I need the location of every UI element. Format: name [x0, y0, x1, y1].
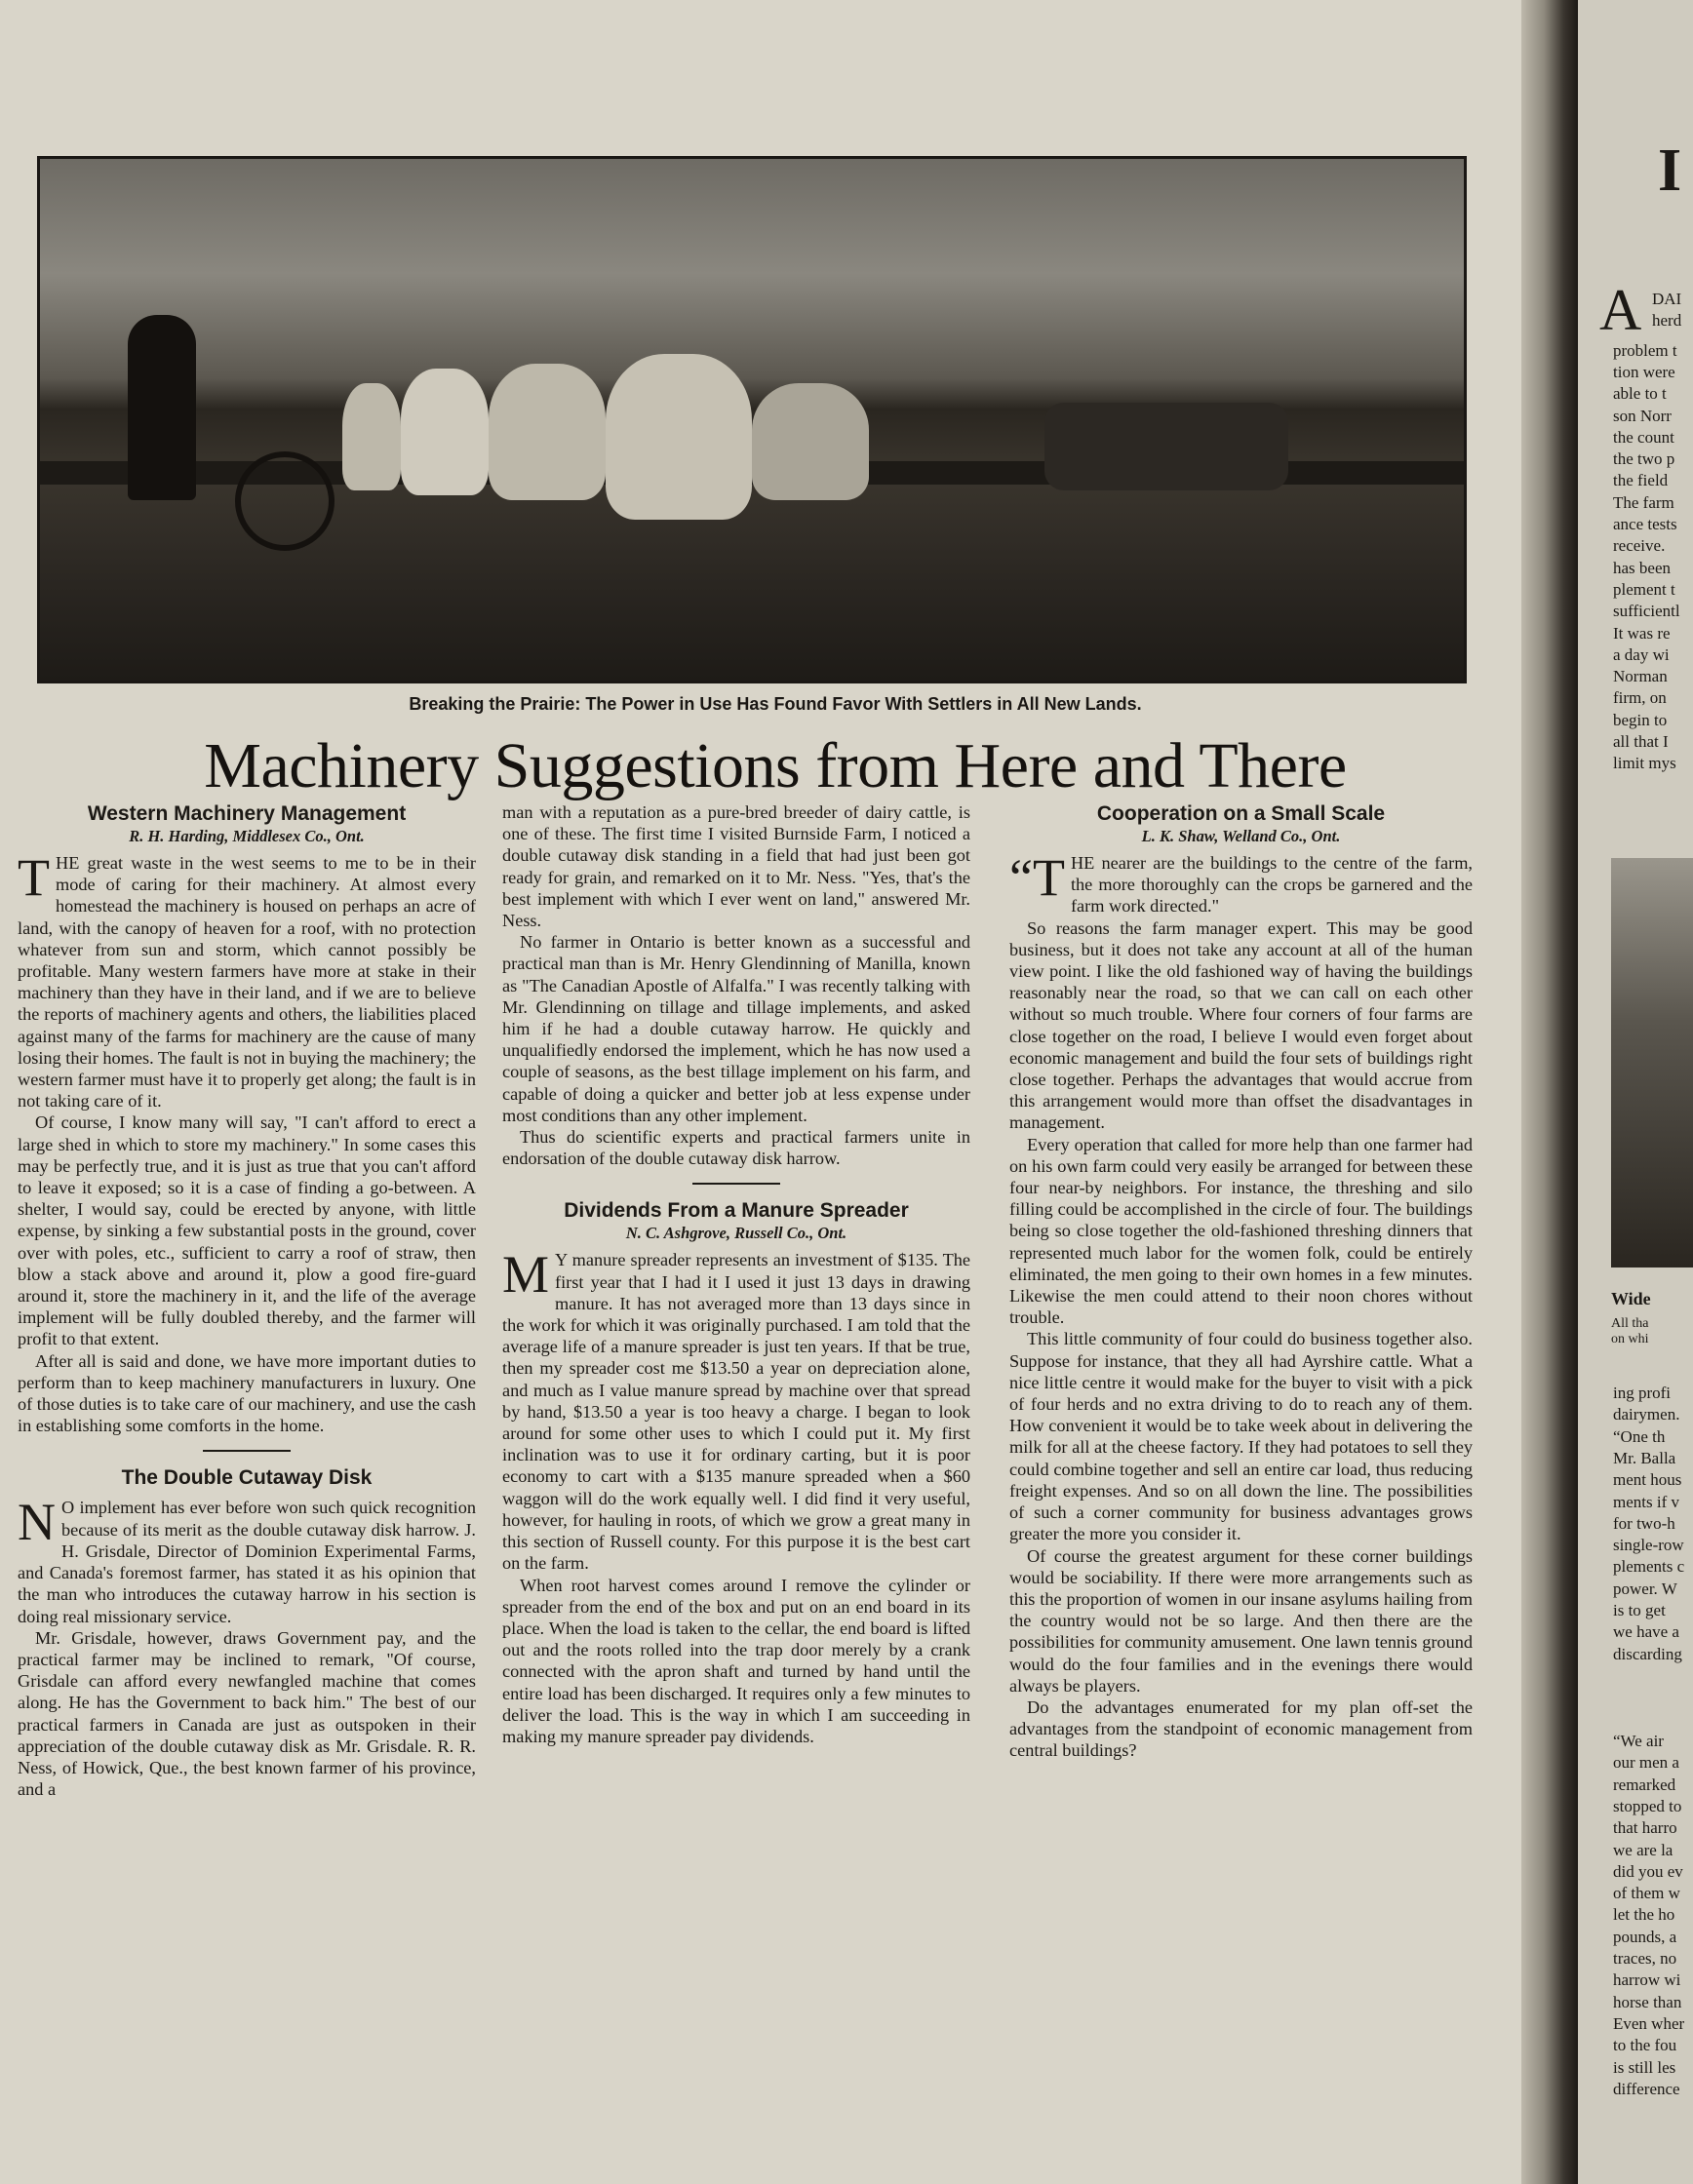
article-paragraph: Of course the greatest argument for these corner buildings would be sociability. If there were more arrangements such as this the proportion of women in our insane asylums hailing from the country would not be so large. And then there are the possibilities for community amusement. One lawn tennis ground would do the four families and in the evenings there would always be players. [1009, 1545, 1473, 1696]
right-page-line: discarding [1613, 1644, 1682, 1663]
prairie-photo [37, 156, 1467, 683]
right-page-line: herd [1652, 311, 1682, 331]
right-page-line: dairymen. [1613, 1405, 1680, 1424]
column-1 [18, 801, 476, 1800]
drop-cap: “T [1009, 848, 1065, 907]
article-byline: L. K. Shaw, Welland Co., Ont. [1141, 827, 1341, 845]
article-paragraph: Every operation that called for more help than one farmer had on his own farm could very easily be arranged for between these four near-by neighbors. For instance, the threshing and silo filling could be accomplished in the circle of four. The buildings being so close together the old-fashioned threshing dinners that represented much labor for the women folk, could be entirely eliminated, the men going to their own homes in a few minutes. Likewise the men could attend to their noon chores without trouble. [1009, 1134, 1473, 1328]
right-page-line: The farm [1613, 492, 1674, 512]
photo-caption: Breaking the Prairie: The Power in Use Has Found Favor With Settlers in All New Lands. [409, 694, 1142, 714]
right-page-line: is to get [1613, 1601, 1666, 1619]
right-page-line: for two-h [1613, 1513, 1675, 1533]
right-page-line: It was re [1613, 623, 1671, 643]
right-page-line: the two p [1613, 449, 1675, 469]
right-page-line: pounds, a [1613, 1927, 1677, 1946]
right-page-line: ance tests [1613, 515, 1677, 533]
column-3 [1009, 801, 1473, 1762]
right-page-line: all that I [1613, 732, 1669, 751]
right-page-line: single-row [1613, 1536, 1684, 1555]
right-page-line: harrow wi [1613, 1970, 1681, 1990]
drop-cap: M [502, 1245, 550, 1305]
section-divider [692, 1183, 780, 1185]
photo-distant-team [1044, 403, 1288, 490]
right-page-line: “We air [1613, 1732, 1664, 1750]
column-2 [502, 801, 970, 1747]
drop-cap: T [18, 848, 50, 907]
right-page-line: tion were [1613, 362, 1675, 381]
right-page-line: Mr. Balla [1613, 1448, 1676, 1467]
right-page-line: difference [1613, 2079, 1680, 2098]
right-page-line: DAI [1652, 290, 1682, 308]
right-page-line: Norman [1613, 667, 1668, 686]
article-paragraph: Thus do scientific experts and practical farmers unite in endorsation of the double cutaway disk harrow. [502, 1127, 970, 1169]
right-page-line: begin to [1613, 710, 1668, 729]
article-paragraph: THE great waste in the west seems to me to be in their mode of caring for their machinery. At almost every homestead the machinery is housed on perhaps an acre of land, with the canopy of heaven for a roof, with no protection whatever from sun and storm, which cannot possibly be profitable. Many western farmers have more at stake in their machinery than they have in their land, and if we are to believe the reports of machinery agents and others, the liabilities placed against many of the farms for machinery are the cause of many losing their homes. The fault is not in buying the machinery; the western farmer must have it to properly get along; the fault is in not taking care of it. [18, 848, 476, 1112]
article-title: The Double Cutaway Disk [121, 1466, 373, 1490]
photo-farmer-figure [128, 315, 196, 500]
article-paragraph: N O implement has ever before won such quick recognition because of its merit as the double cutaway disk harrow. J. H. Grisdale, Director of Dominion Experimental Farms, and Canada's foremost farmer, has stated it as his opinion that the man who introduces the cutaway harrow in his section is doing real missionary service. [18, 1493, 476, 1626]
right-page-line: firm, on [1613, 688, 1667, 708]
right-page-line: traces, no [1613, 1949, 1677, 1968]
right-page-line: problem t [1613, 340, 1677, 360]
right-page-line: receive. [1613, 536, 1666, 556]
article-paragraph: When root harvest comes around I remove the cylinder or spreader from the end of the box and put on an end board in its place. When the load is taken to the cellar, the end board is lifted out and the roots rolled into the trap door merely by a crank connected with the apron shaft and turned by hand until the entire load has been discharged. It requires only a few minutes to deliver the load. This is the way in which I am succeeding in making my manure spreader pay dividends. [502, 1575, 970, 1746]
right-page-heading-fragment: I [1658, 137, 1682, 204]
right-page-line: Even wher [1613, 2013, 1685, 2033]
right-page-line: of them w [1613, 1884, 1680, 1903]
section-divider [203, 1450, 291, 1452]
page-headline: Machinery Suggestions from Here and There [204, 730, 1347, 801]
right-page-line: that harro [1613, 1818, 1677, 1838]
right-page-line: ments if v [1613, 1492, 1679, 1511]
right-page-line: the count [1613, 427, 1674, 447]
article-paragraph: This little community of four could do business together also. Suppose for instance, that they all had Ayrshire cattle. What a nice little centre it would make for the buyer to visit with a pick of four herds and no extra driving to do to reach any of them. How convenient it would be to take week about in delivering the milk for all at the cheese factory. If they had potatoes to sell they could combine together and sell an entire car load, thus reducing freight expenses. And so on all down the line. The possibilities of such a corner community for business advantages grows greater the more you consider it. [1009, 1329, 1473, 1544]
right-page-line: plement t [1613, 579, 1675, 599]
right-page-caption-sub: on whi [1611, 1332, 1649, 1346]
right-page-line: ment hous [1613, 1470, 1682, 1490]
right-page-line: power. W [1613, 1579, 1677, 1598]
right-page-line: we are la [1613, 1840, 1673, 1859]
photo-oxen-5 [752, 383, 869, 500]
right-page-line: plements c [1613, 1557, 1685, 1577]
right-page-line: did you ev [1613, 1861, 1683, 1881]
article-byline: N. C. Ashgrove, Russell Co., Ont. [625, 1224, 847, 1243]
article-paragraph: After all is said and done, we have more important duties to perform than to keep machinery manufacturers in luxury. One of those duties is to take care of our machinery, and use the cash in establishing some comforts in the home. [18, 1350, 476, 1436]
right-page-caption: Wide [1611, 1289, 1651, 1308]
right-page-line: we have a [1613, 1622, 1679, 1642]
right-page-caption-sub: All tha [1611, 1316, 1649, 1331]
right-page-line: has been [1613, 558, 1672, 577]
book-spine [1521, 0, 1578, 2184]
right-page-line: the field [1613, 471, 1669, 490]
right-page-line: limit mys [1613, 754, 1676, 773]
right-page-line: sufficientl [1613, 602, 1680, 621]
article-title: Western Machinery Management [87, 802, 407, 825]
article-paragraph: Mr. Grisdale, however, draws Government pay, and the practical farmer may be inclined to remark, "Of course, Grisdale can afford every newfangled machine that comes along. He has the Government to back him." The best of our practical farmers in Canada are just as outspoken in their appreciation of the double cutaway disk as Mr. Grisdale. R. R. Ness, of Howick, Que., the best known farmer of his province, and a [18, 1627, 476, 1800]
article-paragraph: Of course, I know many will say, "I can't afford to erect a large shed in which to store my machinery." In some cases this may be perfectly true, and it is just as true that you can't afford to leave it exposed; so it is a case of finding a go-between. A shelter, I would say, could be erected by anyone, with little expense, by sinking a few substantial posts in the ground, cover over with poles, etc., sufficient to carry a roof of straw, then blow a stack above and around it, plow a good fire-guard around it, store the machinery in it, and the life of the average implement will be fully doubled thereby, and the farmer will profit to that extent. [18, 1112, 476, 1349]
right-page-line: remarked [1613, 1774, 1676, 1794]
right-page-photo-fragment [1611, 858, 1693, 1268]
right-page-line: a day wi [1613, 644, 1670, 664]
right-page-line: to the fou [1613, 2036, 1677, 2055]
photo-oxen-2 [401, 369, 489, 495]
right-page-line: able to t [1613, 384, 1667, 404]
photo-oxen-3 [489, 364, 606, 500]
right-page-line: ing profi [1613, 1384, 1672, 1402]
article-byline: R. H. Harding, Middlesex Co., Ont. [129, 827, 365, 845]
article-title: Dividends From a Manure Spreader [564, 1199, 909, 1223]
drop-cap: N [18, 1493, 56, 1552]
article-paragraph: Do the advantages enumerated for my plan off-set the advantages from the standpoint of economic management from central buildings? [1009, 1696, 1473, 1761]
right-page-line: horse than [1613, 1992, 1682, 2011]
right-page-line: “One th [1613, 1426, 1666, 1446]
right-page-line: is still les [1613, 2057, 1676, 2077]
article-paragraph: So reasons the farm manager expert. This may be good business, but it does not take any account at all of the human view point. I like the old fashioned way of having the buildings reasonably near the road, so that we can call on each other without so much trouble. Where four corners of four farms are close together on the road, I believe I would even forget about economic management and build the four sets of buildings right close together. Perhaps the advantages that would accrue from this arrangement would more than offset the disadvantages in management. [1009, 917, 1473, 1133]
photo-plow-wheel [235, 451, 335, 551]
photo-oxen-1 [342, 383, 401, 490]
right-page-line: son Norr [1613, 406, 1672, 425]
article-paragraph: No farmer in Ontario is better known as a successful and practical man than is Mr. Henry Glendinning of Manilla, known as "The Canadian Apostle of Alfalfa." I was recently talking with Mr. Glendinning on tillage and tillage implements, and asked him if he had a double cutaway harrow. He quickly and unqualifiedly endorsed the implement, which he has now used a couple of seasons, as the best tillage implement on his farm, and capable of doing a quicker and better job at less expense under most conditions than any other implement. [502, 932, 970, 1125]
right-page-line: stopped to [1613, 1796, 1682, 1815]
right-page-drop-cap: A [1599, 278, 1642, 342]
article-paragraph: “THE nearer are the buildings to the centre of the farm, the more thoroughly can the crops be garnered and the farm work directed." [1009, 848, 1473, 916]
right-page-line: our men a [1613, 1753, 1679, 1773]
right-page-line: let the ho [1613, 1905, 1675, 1925]
photo-oxen-4 [606, 354, 752, 520]
article-paragraph: M Y manure spreader represents an investment of $135. The first year that I had it I used it just 13 days in drawing manure. It has not averaged more than 13 days since in the work for which it was originally purchased. I am told that the average life of a manure spreader is just ten years. If that be true, then my spreader cost me $13.50 a year on depreciation alone, and much as I value manure spread by machine over that spread by hand, $13.50 a year is too heavy a charge. I began to look around for some other uses to which I could put it. My first inclination was to use it for ordinary carting, but it is poor economy to cart with a $135 manure spreaded when a $60 waggon will do the work equally well. I did find it very useful, however, for hauling in roots, of which we grow a great many in this section of Russell county. For this purpose it is the best cart on the farm. [502, 1245, 970, 1574]
article-title: Cooperation on a Small Scale [1096, 802, 1386, 825]
article-paragraph: man with a reputation as a pure-bred breeder of dairy cattle, is one of these. The first time I visited Burnside Farm, I noticed a double cutaway disk standing in a field that had just been got ready for grain, and remarked on it to Mr. Ness. "Yes, that's the best implement with which I ever went on land," answered Mr. Ness. [502, 802, 970, 931]
